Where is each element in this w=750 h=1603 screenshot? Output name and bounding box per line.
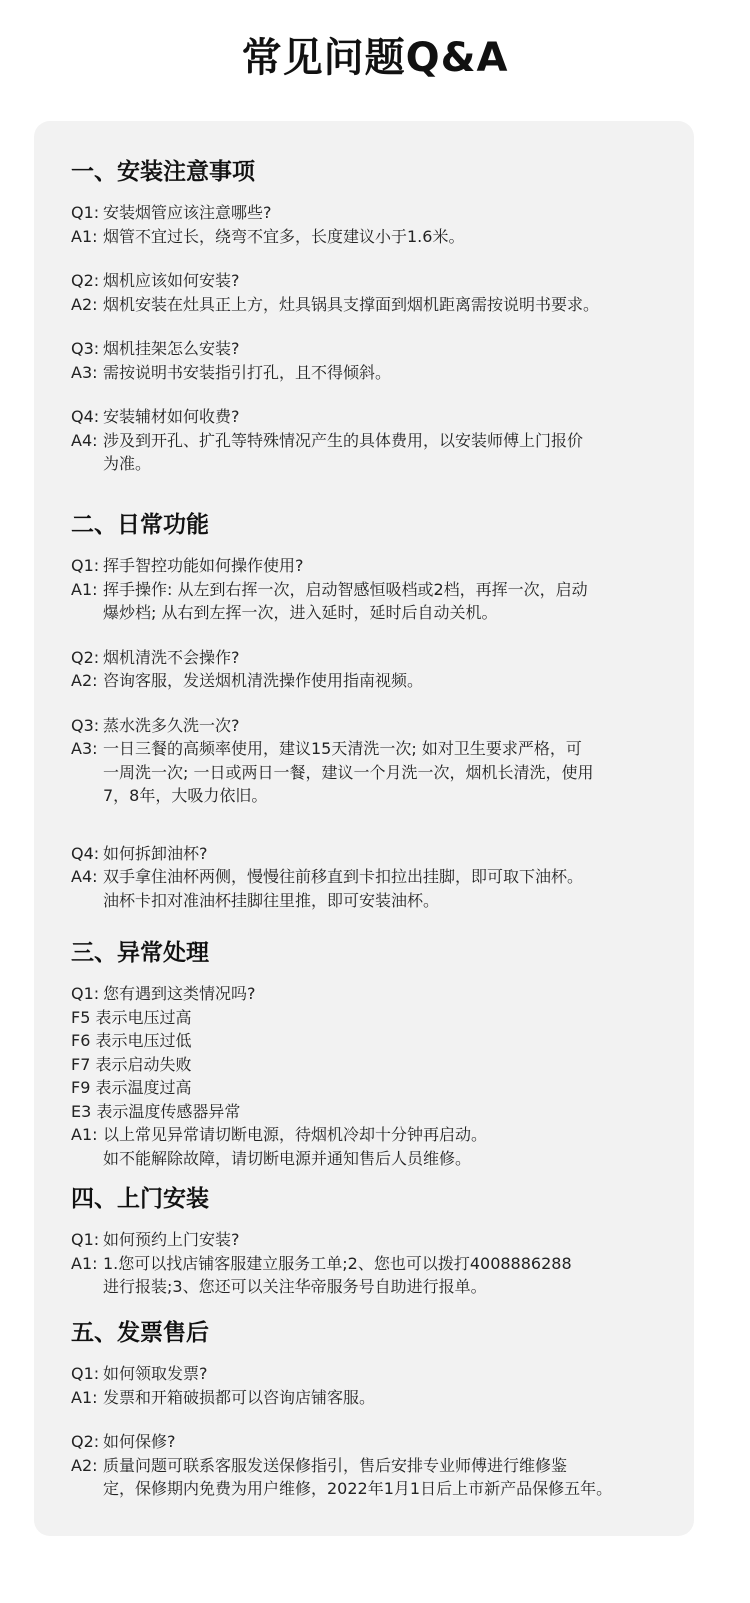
qa-item [71,714,671,808]
answer: A3: 需按说明书安装指引打孔，且不得倾斜。 [71,362,392,382]
question: Q2: 烟机应该如何安装? [71,271,240,290]
qa-item [71,982,671,1170]
qa-item [71,646,671,693]
answer-continued: 一周洗一次; 一日或两日一餐，建议一个月洗一次，烟机长清洗，使用 [103,762,594,782]
answer-continued: 为准。 [103,454,152,473]
qa-item [71,1228,671,1299]
qa-item [71,337,671,384]
error-code-item: F7 表示启动失败 [71,1054,192,1074]
section-title: 一、安装注意事项 [71,159,255,185]
section-title: 五、发票售后 [71,1320,209,1346]
qa-item [71,1362,671,1409]
question: Q4: 如何拆卸油杯? [71,843,208,863]
qa-item [71,269,671,316]
answer-continued: 进行报装;3、您还可以关注华帝服务号自助进行报单。 [103,1277,487,1296]
answer: A1: 挥手操作: 从左到右挥一次，启动智感恒吸档或2档，再挥一次，启动 [71,579,588,599]
answer-continued: 7，8年，大吸力依旧。 [103,786,268,805]
question: Q2: 如何保修? [71,1432,176,1451]
section-title: 二、日常功能 [71,512,209,538]
question: Q2: 烟机清洗不会操作? [71,647,240,667]
error-code-item: F5 表示电压过高 [71,1007,192,1027]
qa-item [71,554,671,625]
qa-item [71,201,671,248]
qa-item [71,1430,671,1501]
question: Q4: 安装辅材如何收费? [71,407,240,426]
section-onsite-installation [71,1184,671,1320]
answer-continued: 定，保修期内免费为用户维修，2022年1月1日后上市新产品保修五年。 [103,1479,613,1498]
section-title: 四、上门安装 [71,1186,209,1212]
answer-continued: 油杯卡扣对准油杯挂脚往里推，即可安装油杯。 [103,890,440,910]
section-title: 三、异常处理 [71,940,209,966]
qa-item [71,842,671,913]
answer: A3: 一日三餐的高频率使用，建议15天清洗一次; 如对卫生要求严格，可 [71,739,582,758]
section-troubleshooting [71,938,671,1191]
question: Q1: 挥手智控功能如何操作使用? [71,556,304,575]
answer: A4: 涉及到开孔、扩孔等特殊情况产生的具体费用，以安装师傅上门报价 [71,430,584,450]
answer: A1: 发票和开箱破损都可以咨询店铺客服。 [71,1387,376,1407]
answer: A2: 烟机安装在灶具正上方，灶具锅具支撑面到烟机距离需按说明书要求。 [71,294,600,314]
question: Q1: 安装烟管应该注意哪些? [71,203,272,222]
page-title: 常见问题Q&A [241,35,509,81]
answer: A2: 咨询客服，发送烟机清洗操作使用指南视频。 [71,671,424,690]
question: Q3: 蒸水洗多久洗一次? [71,715,240,735]
answer-continued: 如不能解除故障，请切断电源并通知售后人员维修。 [103,1148,472,1168]
question: Q3: 烟机挂架怎么安装? [71,339,240,358]
section-daily-functions [71,510,671,933]
question: Q1: 如何预约上门安装? [71,1230,240,1249]
section-invoice-aftersales [71,1318,671,1522]
answer: A1: 1.您可以找店铺客服建立服务工单;2、您也可以拨打4008886288 [71,1253,572,1273]
qa-item [71,405,671,476]
answer: A1: 以上常见异常请切断电源，待烟机冷却十分钟再启动。 [71,1125,488,1144]
error-code-item: F6 表示电压过低 [71,1031,192,1050]
answer: A4: 双手拿住油杯两侧，慢慢往前移直到卡扣拉出挂脚，即可取下油杯。 [71,867,584,886]
question: Q1: 您有遇到这类情况吗? [71,984,256,1003]
question: Q1: 如何领取发票? [71,1364,208,1383]
answer: A2: 质量问题可联系客服发送保修指引，售后安排专业师傅进行维修鉴 [71,1455,568,1475]
answer-continued: 爆炒档; 从右到左挥一次，进入延时，延时后自动关机。 [103,603,498,622]
answer: A1: 烟管不宜过长，绕弯不宜多，长度建议小于1.6米。 [71,226,465,246]
error-code-item: F9 表示温度过高 [71,1078,192,1097]
section-installation-notes [71,157,671,497]
error-code-item: E3 表示温度传感器异常 [71,1101,241,1121]
